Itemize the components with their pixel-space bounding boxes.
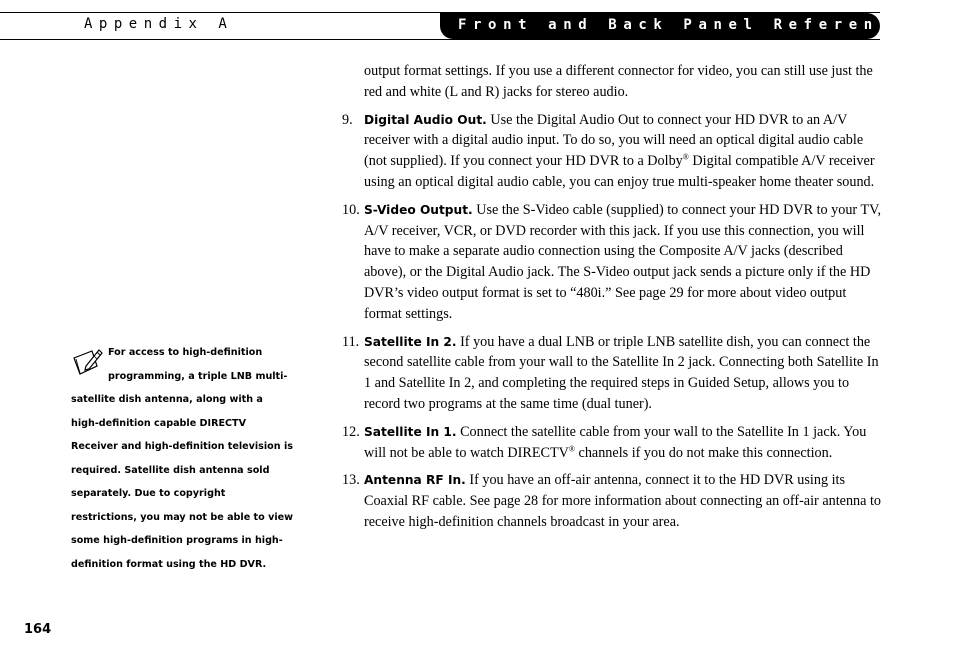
item-text: If you have a dual LNB or triple LNB satellite dish, you can connect the second satellite cable from your wall to the Satellite In 2 jack. Connecting both Satellite In 1 and Satellite In 2, and completing the required steps in Guided Setup, allows you to record two programs at the same time (dual tuner). xyxy=(364,333,879,412)
sidebar-note xyxy=(71,341,293,576)
header-appendix-label: Appendix A xyxy=(84,16,234,32)
item-text: Use the S-Video cable (supplied) to connect your HD DVR to your TV, A/V receiver, VCR, or DVD recorder with this jack. If you use this connection, you will have to make a separate audio connection using the Composite A/V jacks (described above), or the Digital Audio jack. The S-Video output jack sends a picture only if the HD DVR’s video output format is set to “480i.” See page 29 for more about video output format settings. xyxy=(364,201,882,322)
item-term: Satellite In 1. xyxy=(364,424,457,439)
list-number: 12. xyxy=(342,423,360,440)
list-item-12 xyxy=(342,422,882,464)
item-text: Use the Digital Audio Out to connect your HD DVR to an A/V receiver with a digital audio input. To do so, you will need an optical digital audio cable (not supplied). If you connect your HD DVR to a Dolby xyxy=(364,111,864,170)
item-term: Satellite In 2. xyxy=(364,334,457,349)
list-item-13 xyxy=(342,470,882,532)
registered-mark: ® xyxy=(682,152,689,162)
list-item-11 xyxy=(342,332,882,415)
header-section-title: Front and Back Panel Reference xyxy=(458,17,909,33)
continued-paragraph: output format settings. If you use a different connector for video, you can still use just the red and white (L and R) jacks for stereo audio. xyxy=(364,63,873,100)
main-text-column xyxy=(342,61,882,540)
item-text: Connect the satellite cable from your wall to the Satellite In 1 jack. You will not be able to watch DIRECTV xyxy=(364,423,867,461)
item-text: If you have an off-air antenna, connect it to the HD DVR using its Coaxial RF cable. See page 28 for more information about connecting an off-air antenna to receive high-definition channels broadcast in your area. xyxy=(364,472,882,530)
page-number: 164 xyxy=(24,622,52,637)
list-item-10 xyxy=(342,200,882,325)
list-item-9 xyxy=(342,110,882,193)
item-term: Digital Audio Out. xyxy=(364,112,487,127)
list-number: 9. xyxy=(342,111,353,128)
header-rule-bottom xyxy=(0,39,880,40)
list-number: 13. xyxy=(342,472,360,489)
note-text-first: For access to high-definition programming, a triple LNB multi- xyxy=(108,347,288,382)
item-text-cont: channels if you do not make this connection. xyxy=(574,444,833,461)
note-text: satellite dish antenna, along with a high-definition capable DIRECTV Receiver and high-definition television is required. Satellite dish antenna sold separately. Due to copyright restrictions, you may not be able to view some high-definition programs in high-definition format using the HD DVR. xyxy=(71,394,293,570)
item-term: Antenna RF In. xyxy=(364,473,466,488)
item-text-cont: Digital compatible A/V receiver using an optical digital audio cable, you can enjoy true multi-speaker home theater sound. xyxy=(364,153,875,190)
item-term: S-Video Output. xyxy=(364,202,473,217)
list-number: 10. xyxy=(342,201,360,218)
registered-mark: ® xyxy=(568,443,575,453)
list-number: 11. xyxy=(342,333,360,350)
